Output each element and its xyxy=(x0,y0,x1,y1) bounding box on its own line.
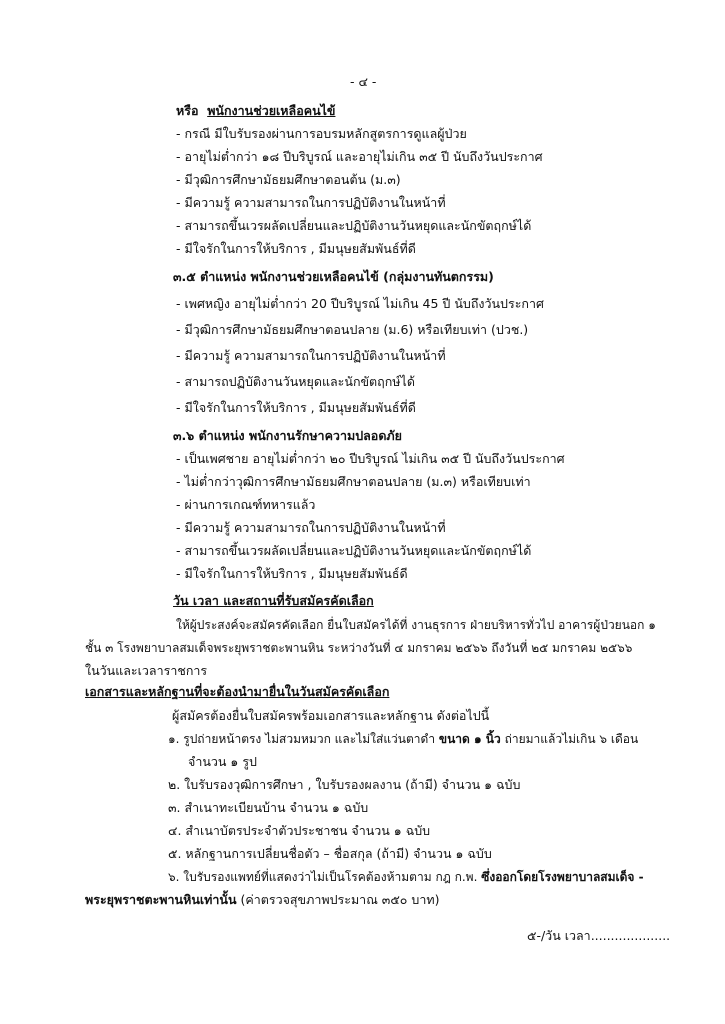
document-item-5: ๕. หลักฐานการเปลี่ยนชื่อตัว – ชื่อสกุล (ถ้ามี) จำนวน ๑ ฉบับ xyxy=(168,846,492,861)
section-3-6-item: - มีความรู้ ความสามารถในการปฏิบัติงานในหน้าที่ xyxy=(176,520,446,535)
section-3-6-item: - มีใจรักในการให้บริการ , มีมนุษยสัมพันธ์ดี xyxy=(176,566,408,581)
document-item-2: ๒. ใบรับรองวุฒิการศึกษา , ใบรับรองผลงาน (ถ้ามี) จำนวน ๑ ฉบับ xyxy=(168,777,521,792)
section-3-5-item: - เพศหญิง อายุไม่ต่ำกว่า 20 ปีบริบูรณ์ ไม่เกิน 45 ปี นับถึงวันประกาศ xyxy=(176,296,544,311)
documents-heading: เอกสารและหลักฐานที่จะต้องนำมายื่นในวันสมัครคัดเลือก xyxy=(85,684,390,699)
section-3-5-item: - สามารถปฏิบัติงานวันหยุดและนักขัตฤกษ์ได้ xyxy=(176,374,415,389)
section-3-6-item: - สามารถขึ้นเวรผลัดเปลี่ยนและปฏิบัติงานวันหยุดและนักขัตฤกษ์ได้ xyxy=(176,543,532,558)
assistant-item: - มีใจรักในการให้บริการ , มีมนุษยสัมพันธ์ที่ดี xyxy=(176,241,416,256)
section-3-5-item: - มีใจรักในการให้บริการ , มีมนุษยสัมพันธ์ที่ดี xyxy=(176,400,416,415)
section-3-5-heading: ๓.๕ ตำแหน่ง พนักงานช่วยเหลือคนไข้ (กลุ่มงานทันตกรรม) xyxy=(173,269,494,284)
section-3-6-item: - ไม่ต่ำกว่าวุฒิการศึกษามัธยมศึกษาตอนปลาย (ม.๓) หรือเทียบเท่า xyxy=(176,474,531,489)
assistant-item: - มีวุฒิการศึกษามัธยมศึกษาตอนต้น (ม.๓) xyxy=(176,172,401,187)
page-number: - ๔ - xyxy=(350,74,377,89)
document-item-4: ๔. สำเนาบัตรประจำตัวประชาชน จำนวน ๑ ฉบับ xyxy=(168,823,431,838)
section-3-6-heading: ๓.๖ ตำแหน่ง พนักงานรักษาความปลอดภัย xyxy=(173,428,402,443)
schedule-line: ในวันและเวลาราชการ xyxy=(85,663,208,678)
document-item-1-count: จำนวน ๑ รูป xyxy=(188,754,257,769)
assistant-item: - สามารถขึ้นเวรผลัดเปลี่ยนและปฏิบัติงานวันหยุดและนักขัตฤกษ์ได้ xyxy=(176,218,532,233)
document-item-3: ๓. สำเนาทะเบียนบ้าน จำนวน ๑ ฉบับ xyxy=(168,800,369,815)
document-item-6-fee: (ค่าตรวจสุขภาพประมาณ ๓๕๐ บาท) xyxy=(236,892,440,907)
assistant-heading-prefix: หรือ xyxy=(176,103,199,118)
assistant-item: - มีความรู้ ความสามารถในการปฏิบัติงานในหน้าที่ xyxy=(176,195,446,210)
section-3-6-item: - เป็นเพศชาย อายุไม่ต่ำกว่า ๒๐ ปีบริบูรณ์ ไม่เกิน ๓๕ ปี นับถึงวันประกาศ xyxy=(176,451,565,466)
document-item-1 xyxy=(168,731,638,747)
assistant-heading xyxy=(176,103,335,119)
document-item-1-text: ๑. รูปถ่ายหน้าตรง ไม่สวมหมวก และไม่ใส่แว่นตาดำ xyxy=(168,732,439,746)
document-item-6-issuer: ซึ่งออกโดยโรงพยาบาลสมเด็จ - xyxy=(481,870,644,884)
document-item-6-hospital: พระยุพราชตะพานหินเท่านั้น xyxy=(85,892,237,907)
section-3-5-item: - มีวุฒิการศึกษามัธยมศึกษาตอนปลาย (ม.6) หรือเทียบเท่า (ปวช.) xyxy=(176,322,529,337)
document-item-6-text: ๖. ใบรับรองแพทย์ที่แสดงว่าไม่เป็นโรคต้องห้ามตาม กฎ ก.พ. xyxy=(168,870,482,884)
assistant-item: - อายุไม่ต่ำกว่า ๑๘ ปีบริบูรณ์ และอายุไม่เกิน ๓๕ ปี นับถึงวันประกาศ xyxy=(176,149,543,164)
document-item-1-age: ถ่ายมาแล้วไม่เกิน ๖ เดือน xyxy=(500,732,639,746)
continuation-note: ๕-/วัน เวลา.................... xyxy=(527,928,671,943)
document-item-1-size: ขนาด ๑ นิ้ว xyxy=(438,732,501,746)
schedule-line: ให้ผู้ประสงค์จะสมัครคัดเลือก ยื่นใบสมัครได้ที่ งานธุรการ ฝ่ายบริหารทั่วไป อาคารผู้ป่วยนอก ๑ xyxy=(176,618,656,632)
assistant-heading-title: พนักงานช่วยเหลือคนไข้ xyxy=(207,103,336,118)
documents-intro: ผู้สมัครต้องยื่นใบสมัครพร้อมเอกสารและหลักฐาน ดังต่อไปนี้ xyxy=(172,708,490,723)
schedule-line: ชั้น ๓ โรงพยาบาลสมเด็จพระยุพราชตะพานหิน ระหว่างวันที่ ๔ มกราคม ๒๕๖๖ ถึงวันที่ ๒๕ มกราคม ๒๕๖๖ xyxy=(85,641,633,655)
section-3-5-item: - มีความรู้ ความสามารถในการปฏิบัติงานในหน้าที่ xyxy=(176,348,446,363)
document-item-6-cont xyxy=(85,892,439,908)
section-3-6-item: - ผ่านการเกณฑ์ทหารแล้ว xyxy=(176,497,316,512)
document-item-6 xyxy=(168,869,644,885)
assistant-item: - กรณี มีใบรับรองผ่านการอบรมหลักสูตรการดูแลผู้ป่วย xyxy=(176,126,467,141)
schedule-heading: วัน เวลา และสถานที่รับสมัครคัดเลือก xyxy=(173,593,374,608)
